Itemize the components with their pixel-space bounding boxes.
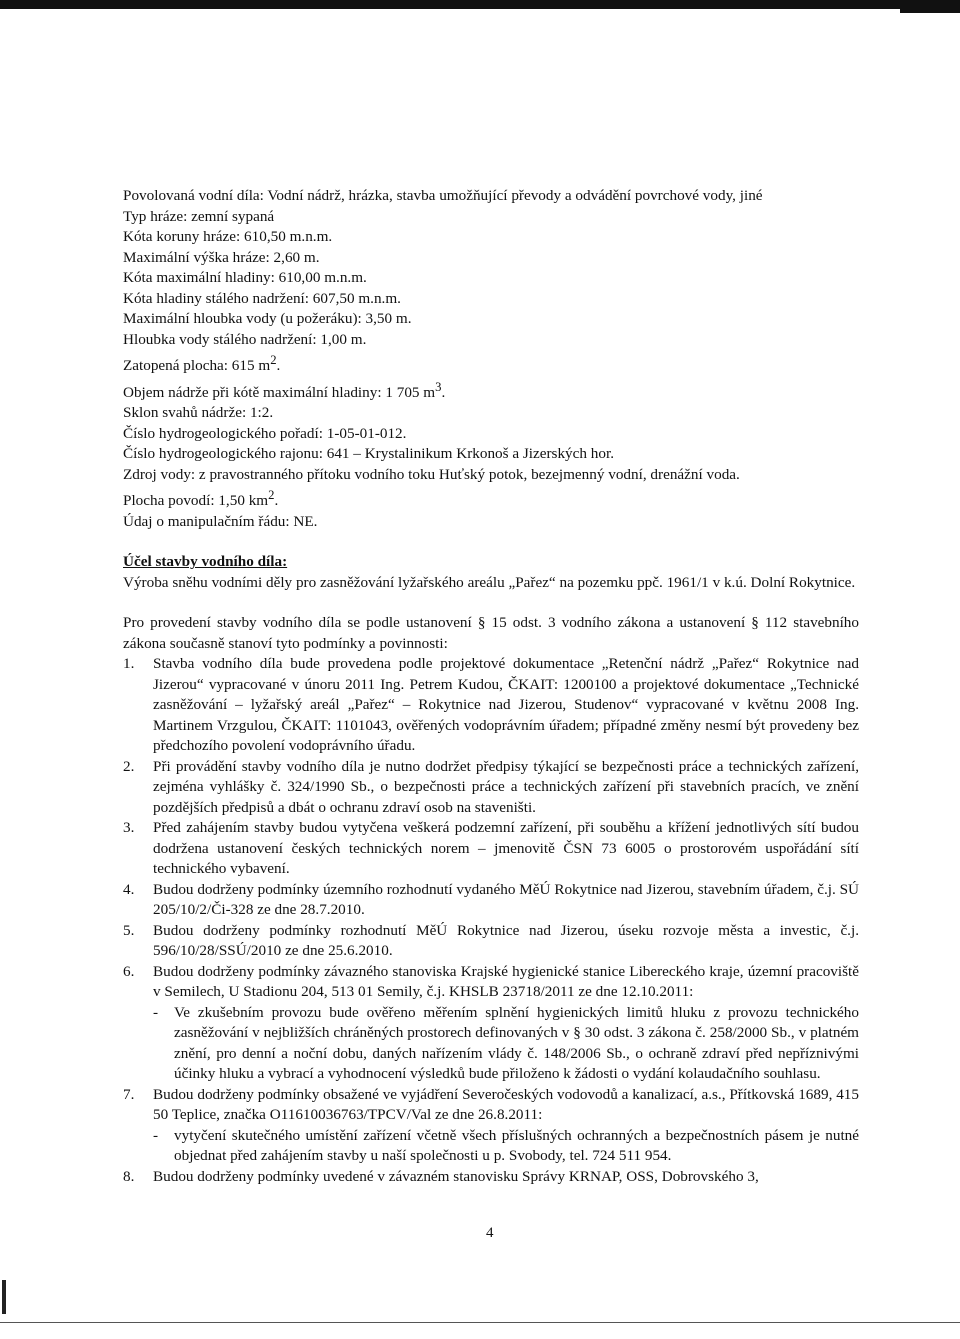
- condition-number: 3.: [123, 819, 135, 837]
- condition-text: Budou dodrženy podmínky územního rozhodnutí vydaného MěÚ Rokytnice nad Jizerou, stavebním úřadem, č.j. SÚ 205/10/2/Či-328 ze dne 28.7.2010.: [153, 880, 859, 919]
- condition-subitem: [153, 1126, 859, 1167]
- parameter-list: [123, 186, 859, 532]
- condition-text: Budou dodrženy podmínky závazného stanoviska Krajské hygienické stanice Libereckého kraje, územní pracoviště v Semilech, U Stadionu 204, 513 01 Semily, č.j. KHSLB 23718/2011 ze dne 12.10.2011:: [153, 962, 859, 1001]
- condition-number: 8.: [123, 1167, 135, 1185]
- param-line: Povolovaná vodní díla: Vodní nádrž, hrázka, stavba umožňující převody a odvádění povrchové vody, jiné: [123, 187, 763, 204]
- purpose-heading: Účel stavby vodního díla:: [123, 553, 288, 571]
- condition-number: 4.: [123, 880, 135, 898]
- condition-number: 5.: [123, 921, 135, 939]
- scan-edge-mark: [2, 1280, 6, 1314]
- conditions-list: [123, 654, 859, 1187]
- document-body: [123, 186, 859, 1187]
- condition-text: Při provádění stavby vodního díla je nutno dodržet předpisy týkající se bezpečnosti práce a technických zařízení, zejména vyhlášky č. 324/1990 Sb., o bezpečnosti práce a technických zařízení při stavebních pracích, ve znění pozdějších předpisů a dbát o ochranu zdraví osob na staveništi.: [153, 757, 859, 816]
- condition-number: 7.: [123, 1085, 135, 1103]
- param-line: Zdroj vody: z pravostranného přítoku vodního toku Huťský potok, bezejmenný vodní, drenážní voda.: [123, 465, 740, 483]
- subitem-text: vytyčení skutečného umístění zařízení včetně všech příslušných ochranných a bezpečnostních pásem je nutné objednat před zahájením stavby u naší společnosti u p. Svobody, tel. 724 511 954.: [174, 1126, 859, 1165]
- conditions-intro: Pro provedení stavby vodního díla se podle ustanovení § 15 odst. 3 vodního zákona a ustanovení § 112 stavebního zákona současně stanoví tyto podmínky a povinnosti:: [123, 614, 859, 652]
- param-line: Číslo hydrogeologického rajonu: 641 – Krystalinikum Krkonoš a Jizerských hor.: [123, 445, 614, 463]
- param-line: Hloubka vody stálého nadržení: 1,00 m.: [123, 330, 367, 348]
- condition-item: [123, 654, 859, 757]
- purpose-text: Výroba sněhu vodními děly pro zasněžování lyžařského areálu „Pařez“ na pozemku ppč. 1961/1 v k.ú. Dolní Rokytnice.: [123, 573, 856, 591]
- dash-bullet: -: [153, 1003, 159, 1021]
- condition-text: Budou dodrženy podmínky rozhodnutí MěÚ Rokytnice nad Jizerou, úseku rozvoje města a investic, č.j. 596/10/28/SSÚ/2010 ze dne 25.6.2010.: [153, 921, 859, 960]
- scan-bottom-edge: [0, 1322, 960, 1323]
- scan-top-border-tail: [900, 9, 960, 13]
- condition-number: 6.: [123, 962, 135, 980]
- condition-text: Budou dodrženy podmínky obsažené ve vyjádření Severočeských vodovodů a kanalizací, a.s., Přítkovská 1689, 415 50 Teplice, značka O11610036763/TPCV/Val ze dne 26.8.2011:: [153, 1085, 859, 1124]
- param-line: Kóta hladiny stálého nadržení: 607,50 m.n.m.: [123, 289, 401, 307]
- param-line: Kóta maximální hladiny: 610,00 m.n.m.: [123, 269, 367, 286]
- param-line: Sklon svahů nádrže: 1:2.: [123, 404, 274, 422]
- condition-item: [123, 1167, 859, 1188]
- condition-text: Budou dodrženy podmínky uvedené v závazném stanovisku Správy KRNAP, OSS, Dobrovského 3,: [153, 1167, 759, 1185]
- condition-item: [123, 962, 859, 1085]
- param-line: Objem nádrže při kótě maximální hladiny: 1 705 $m^3$.: [123, 379, 446, 401]
- condition-item: [123, 880, 859, 921]
- param-line: Údaj o manipulačním řádu: NE.: [123, 512, 318, 530]
- condition-text: Stavba vodního díla bude provedena podle projektové dokumentace „Retenční nádrž „Pařez“ Rokytnice nad Jizerou“ vypracované v únoru 2011 Ing. Petrem Kudou, ČKAIT: 1200100 a projektové dokumentace „Technické zasněžování – lyžařský areál „Pařez“ – Rokytnice nad Jizerou, Studenov“ vypracované v květnu 2008 Ing. Martinem Vrzgulou, ČKAIT: 1101043, ověřených vodoprávním úřadem; případné změny nesmí být provedeny bez předchozího povolení vodoprávního úřadu.: [153, 655, 859, 755]
- param-line: Plocha povodí: 1,50 $km^2$.: [123, 488, 279, 510]
- subitem-text: Ve zkušebním provozu bude ověřeno měřením splnění hygienických limitů hluku z provozu technického zasněžování v nejbližších chráněných prostorech definovaných v § 30 odst. 3 zákona č. 258/2000 Sb., v platném znění, pro denní a noční dobu, daných nařízením vlády č. 148/2006 Sb., o ochraně zdraví před nepříznivými účinky hluku a vybrací a vyhodnocení výsledků bude přiloženo k žádosti o vydání kolaudačního souhlasu.: [174, 1003, 859, 1083]
- condition-number: 2.: [123, 757, 135, 775]
- param-line: Maximální hloubka vody (u požeráku): 3,50 m.: [123, 310, 412, 327]
- param-line: Zatopená plocha: 615 $m^2$.: [123, 353, 281, 375]
- page-number: 4: [486, 1225, 494, 1241]
- dash-bullet: -: [153, 1126, 159, 1144]
- condition-item: [123, 757, 859, 819]
- param-line: Kóta koruny hráze: 610,50 m.n.m.: [123, 228, 333, 245]
- condition-item: [123, 921, 859, 962]
- scan-top-border: [0, 0, 960, 9]
- condition-subitem: [153, 1003, 859, 1085]
- condition-item: [123, 818, 859, 880]
- param-line: Typ hráze: zemní sypaná: [123, 207, 275, 225]
- condition-text: Před zahájením stavby budou vytyčena veškerá podzemní zařízení, při souběhu a křížení jednotlivých sítí budou dodržena ustanovení českých technických norem – jmenovitě ČSN 73 6005 o prostorovém uspořádání sítí technického vybavení.: [153, 819, 859, 878]
- condition-number: 1.: [123, 655, 135, 673]
- param-line: Číslo hydrogeologického pořadí: 1-05-01-012.: [123, 424, 407, 442]
- param-line: Maximální výška hráze: 2,60 m.: [123, 248, 320, 266]
- condition-item: [123, 1085, 859, 1167]
